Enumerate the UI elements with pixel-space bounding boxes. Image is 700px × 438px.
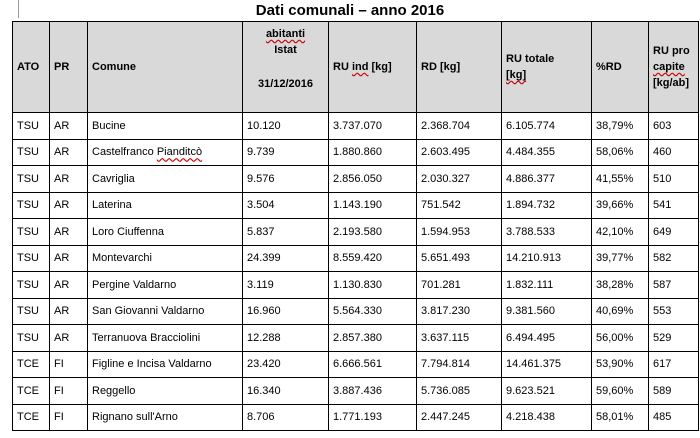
cell-pct-rd: 58,01% [592,404,649,431]
cell-ru-totale: 9.623.521 [502,378,592,405]
cell-ru-pro-capite: 649 [649,219,699,246]
cell-ru-totale: 9.381.560 [502,298,592,325]
table-row [13,404,699,431]
cell-ru-ind: 1.130.830 [329,272,417,299]
cell-abitanti: 10.120 [243,113,329,140]
header-ru-totale-line1: RU totale [506,53,555,65]
cell-abitanti: 24.399 [243,245,329,272]
header-ru-totale-line2: [kg] [506,69,527,81]
cell-ru-totale: 4.886.377 [502,166,592,193]
table-row [13,219,699,246]
cell-comune: Montevarchi [88,245,243,272]
cell-pr: AR [50,245,88,272]
table-row [13,139,699,166]
table-row [13,113,699,140]
cell-comune: Castelfranco Pianditcò [88,139,243,166]
header-pct-rd: %RD [592,22,649,113]
cell-ru-totale: 1.832.111 [502,272,592,299]
cell-ru-ind: 1.771.193 [329,404,417,431]
cell-comune: Laterina [88,192,243,219]
cell-ru-ind: 8.559.420 [329,245,417,272]
cell-abitanti: 12.288 [243,325,329,352]
cell-ato: TSU [13,272,50,299]
cell-comune: San Giovanni Valdarno [88,298,243,325]
cell-ru-ind: 1.143.190 [329,192,417,219]
cell-ru-totale: 4.218.438 [502,404,592,431]
cell-ato: TCE [13,404,50,431]
cell-abitanti: 16.960 [243,298,329,325]
cell-ru-ind: 3.887.436 [329,378,417,405]
cell-ato: TSU [13,219,50,246]
cell-rd: 5.651.493 [417,245,502,272]
cell-ru-totale: 14.461.375 [502,351,592,378]
cell-ru-ind: 2.193.580 [329,219,417,246]
cell-pr: AR [50,325,88,352]
header-ru-totale [502,22,592,113]
cell-pr: AR [50,272,88,299]
cell-pct-rd: 38,28% [592,272,649,299]
cell-pct-rd: 39,66% [592,192,649,219]
table-row [13,351,699,378]
cell-ru-ind: 3.737.070 [329,113,417,140]
cell-pr: AR [50,113,88,140]
cell-pr: AR [50,139,88,166]
cell-rd: 701.281 [417,272,502,299]
cell-ru-totale: 14.210.913 [502,245,592,272]
cell-ru-ind: 2.856.050 [329,166,417,193]
cell-abitanti: 8.706 [243,404,329,431]
cell-rd: 751.542 [417,192,502,219]
header-ato: ATO [13,22,50,113]
cell-comune: Terranuova Bracciolini [88,325,243,352]
cell-abitanti: 16.340 [243,378,329,405]
cell-ato: TSU [13,325,50,352]
cell-ru-ind: 2.857.380 [329,325,417,352]
header-ru-pro-capite [649,22,699,113]
header-ru-ind: RU ind [kg] [329,22,417,113]
cell-rd: 2.603.495 [417,139,502,166]
header-abitanti-line3: 31/12/2016 [257,78,314,90]
table-row [13,378,699,405]
cell-pr: AR [50,192,88,219]
cell-pr: FI [50,378,88,405]
cell-ato: TSU [13,298,50,325]
cell-rd: 7.794.814 [417,351,502,378]
cell-pct-rd: 42,10% [592,219,649,246]
cell-ru-totale: 6.494.495 [502,325,592,352]
cell-comune: Cavriglia [88,166,243,193]
cell-comune: Loro Ciuffenna [88,219,243,246]
cell-rd: 5.736.085 [417,378,502,405]
data-table [12,21,699,431]
cell-ato: TSU [13,139,50,166]
cell-abitanti: 23.420 [243,351,329,378]
cell-ru-pro-capite: 460 [649,139,699,166]
table-row [13,245,699,272]
cell-pr: AR [50,219,88,246]
table-row [13,192,699,219]
cell-pct-rd: 53,90% [592,351,649,378]
cell-ru-pro-capite: 617 [649,351,699,378]
cell-rd: 2.030.327 [417,166,502,193]
cell-rd: 3.817.230 [417,298,502,325]
cell-ato: TSU [13,245,50,272]
cell-ato: TSU [13,192,50,219]
cell-pct-rd: 40,69% [592,298,649,325]
cell-comune: Bucine [88,113,243,140]
cell-abitanti: 9.576 [243,166,329,193]
cell-ato: TSU [13,166,50,193]
cell-pct-rd: 58,06% [592,139,649,166]
cell-abitanti: 3.504 [243,192,329,219]
cell-ru-totale: 1.894.732 [502,192,592,219]
cell-ru-totale: 4.484.355 [502,139,592,166]
cell-ru-pro-capite: 589 [649,378,699,405]
cell-rd: 2.368.704 [417,113,502,140]
header-ru-pro-capite-line2: capite [653,61,685,73]
cell-abitanti: 9.739 [243,139,329,166]
cell-ru-pro-capite: 541 [649,192,699,219]
cell-rd: 2.447.245 [417,404,502,431]
header-ru-pro-capite-line3: [kg/ab] [653,77,690,89]
cell-pct-rd: 59,60% [592,378,649,405]
cell-ru-pro-capite: 529 [649,325,699,352]
cell-ru-totale: 3.788.533 [502,219,592,246]
document-title: Dati comunali – anno 2016 [255,2,445,19]
cell-pr: FI [50,351,88,378]
cell-pct-rd: 39,77% [592,245,649,272]
cell-ru-pro-capite: 553 [649,298,699,325]
cell-comune: Rignano sull'Arno [88,404,243,431]
cell-comune: Figline e Incisa Valdarno [88,351,243,378]
cell-ato: TSU [13,113,50,140]
cell-pct-rd: 38,79% [592,113,649,140]
cell-ru-pro-capite: 603 [649,113,699,140]
cell-pct-rd: 41,55% [592,166,649,193]
cell-pr: FI [50,404,88,431]
header-row [13,22,699,113]
header-abitanti [243,22,329,113]
cell-comune: Reggello [88,378,243,405]
cell-ru-pro-capite: 510 [649,166,699,193]
header-rd: RD [kg] [417,22,502,113]
table-row [13,272,699,299]
header-abitanti-line1: abitanti [265,28,306,40]
header-ru-pro-capite-line1: RU pro [653,45,690,57]
cell-abitanti: 5.837 [243,219,329,246]
cell-rd: 3.637.115 [417,325,502,352]
table-row [13,325,699,352]
header-comune: Comune [88,22,243,113]
cell-ato: TCE [13,351,50,378]
cell-pct-rd: 56,00% [592,325,649,352]
table-row [13,166,699,193]
table-row [13,298,699,325]
cell-pr: AR [50,298,88,325]
header-abitanti-line2: Istat [274,44,297,56]
cell-ru-totale: 6.105.774 [502,113,592,140]
cell-ru-ind: 6.666.561 [329,351,417,378]
cell-comune: Pergine Valdarno [88,272,243,299]
cell-abitanti: 3.119 [243,272,329,299]
cell-ru-pro-capite: 485 [649,404,699,431]
cell-ru-pro-capite: 582 [649,245,699,272]
cell-ru-pro-capite: 587 [649,272,699,299]
header-pr: PR [50,22,88,113]
cell-ru-ind: 5.564.330 [329,298,417,325]
cell-pr: AR [50,166,88,193]
cell-ato: TCE [13,378,50,405]
cell-rd: 1.594.953 [417,219,502,246]
cell-ru-ind: 1.880.860 [329,139,417,166]
